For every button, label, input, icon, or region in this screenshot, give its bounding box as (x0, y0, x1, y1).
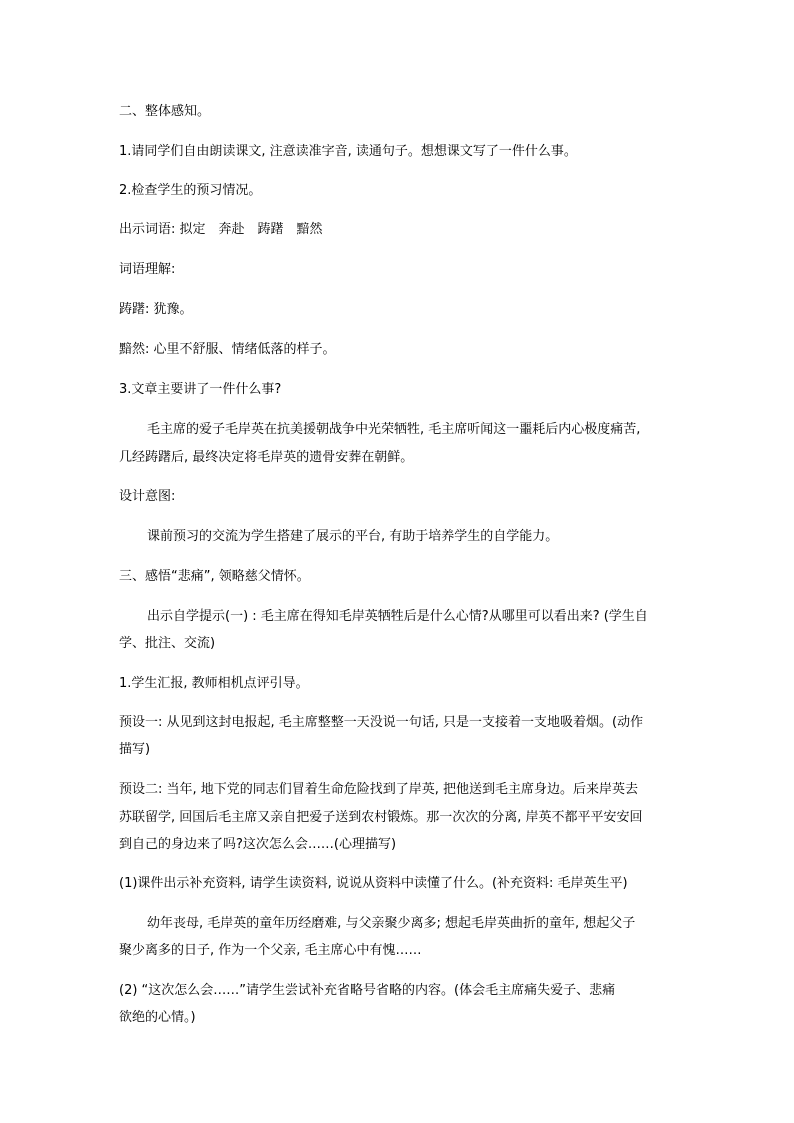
student-report: 1.学生汇报, 教师相机点评引导。 (119, 676, 309, 691)
item-1-supplementary-material: (1)课件出示补充资料, 请学生读资料, 说说从资料中读懂了什么。(补充资料: 毛岸英生平) (119, 876, 628, 891)
biography-line-1: 幼年丧母, 毛岸英的童年历经磨难, 与父亲聚少离多; 想起毛岸英曲折的童年, 想起父子 (147, 916, 636, 931)
item-2-line-1: (2) “这次怎么会……”请学生尝试补充省略号省略的内容。(体会毛主席痛失爱子、悲痛 (119, 983, 616, 998)
definition-chouchu: 踌躇: 犹豫。 (119, 302, 193, 317)
question-main-event: 3.文章主要讲了一件什么事? (119, 382, 282, 397)
summary-line-1: 毛主席的爱子毛岸英在抗美援朝战争中光荣牺牲, 毛主席听闻这一噩耗后内心极度痛苦, (147, 422, 641, 437)
preset-2-line-3: 到自己的身边来了吗?这次怎么会……(心理描写) (119, 837, 397, 852)
preset-1-line-2: 描写) (119, 742, 151, 757)
paragraph-read-aloud: 1.请同学们自由朗读课文, 注意读准字音, 读通句子。想想课文写了一件什么事。 (119, 144, 577, 159)
paragraph-check-preview: 2.检查学生的预习情况。 (119, 183, 262, 198)
preset-2-line-1: 预设二: 当年, 地下党的同志们冒着生命危险找到了岸英, 把他送到毛主席身边。后来岸英去 (119, 782, 639, 797)
vocabulary-list: 出示词语: 拟定 奔赴 踌躇 黯然 (119, 222, 323, 237)
definition-anran: 黯然: 心里不舒服、情绪低落的样子。 (119, 342, 336, 357)
item-2-line-2: 欲绝的心情。) (119, 1010, 196, 1025)
section-3-heading: 三、感悟“悲痛”, 领略慈父情怀。 (119, 569, 310, 584)
preset-1-line-1: 预设一: 从见到这封电报起, 毛主席整整一天没说一句话, 只是一支接着一支地吸着烟。(动作 (119, 715, 644, 730)
summary-line-2: 几经踌躇后, 最终决定将毛岸英的遗骨安葬在朝鲜。 (119, 450, 414, 465)
design-intent-text: 课前预习的交流为学生搭建了展示的平台, 有助于培养学生的自学能力。 (147, 529, 559, 544)
biography-line-2: 聚少离多的日子, 作为一个父亲, 毛主席心中有愧…… (119, 943, 422, 958)
section-2-heading: 二、整体感知。 (119, 104, 211, 119)
self-study-prompt-line-2: 学、批注、交流) (119, 636, 216, 651)
self-study-prompt-line-1: 出示自学提示(一) : 毛主席在得知毛岸英牺牲后是什么心情?从哪里可以看出来? (学生自 (147, 609, 648, 624)
design-intent-label: 设计意图: (119, 489, 176, 504)
preset-2-line-2: 苏联留学, 回国后毛主席又亲自把爱子送到农村锻炼。那一次次的分离, 岸英不都平平安安回 (119, 810, 643, 825)
vocabulary-understanding-label: 词语理解: (119, 262, 176, 277)
